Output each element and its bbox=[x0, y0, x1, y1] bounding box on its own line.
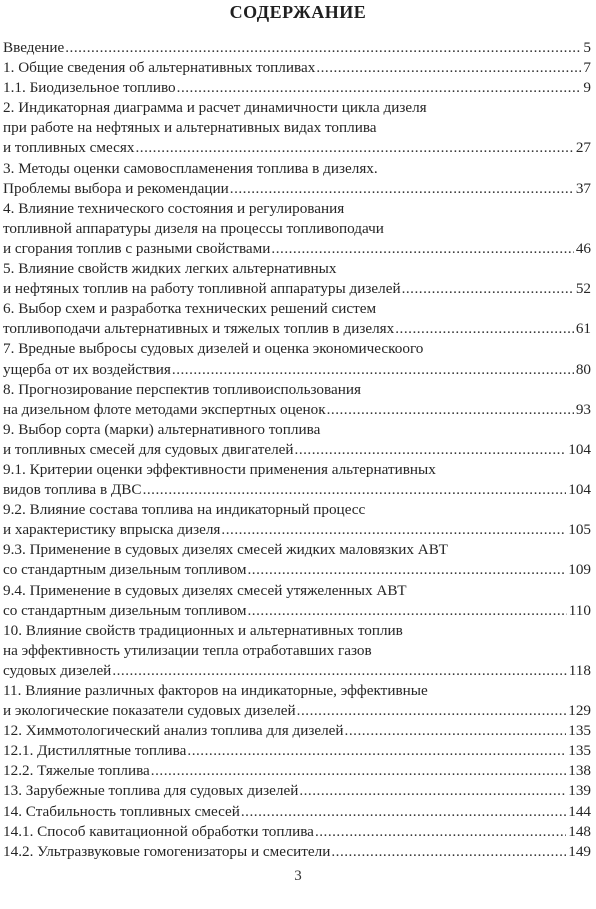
toc-entry-text: и топливных смесей для судовых двигателей bbox=[3, 440, 294, 458]
page-number: 3 bbox=[294, 868, 302, 884]
toc-entry bbox=[3, 621, 591, 681]
toc-entry-line: 11. Влияние различных факторов на индикаторные, эффективные bbox=[3, 682, 428, 699]
toc-entry-text: 13. Зарубежные топлива для судовых дизелей bbox=[3, 782, 299, 800]
dot-leader bbox=[112, 661, 566, 681]
dot-leader bbox=[151, 761, 566, 781]
toc-entry-text: Введение bbox=[3, 39, 65, 56]
toc-entry-last-line bbox=[3, 721, 591, 741]
toc-entry-last-line bbox=[3, 58, 591, 78]
toc-entry-text: 14.2. Ультразвуковые гомогенизаторы и смесители bbox=[3, 842, 331, 860]
toc-entry-text: 14. Стабильность топливных смесей bbox=[3, 802, 240, 820]
page-title: СОДЕРЖАНИЕ bbox=[229, 2, 367, 22]
toc-entry-page: 144 bbox=[568, 802, 591, 820]
toc-entry-page: 46 bbox=[575, 239, 591, 257]
toc-entry-last-line bbox=[3, 701, 591, 721]
dot-leader bbox=[241, 802, 566, 822]
toc-entry bbox=[3, 802, 591, 822]
toc-entry bbox=[3, 460, 591, 500]
toc-entry-line: 9.2. Влияние состава топлива на индикаторный процесс bbox=[3, 501, 366, 519]
toc-entry-text: 14.1. Способ кавитационной обработки топлива bbox=[3, 822, 314, 840]
toc-entry-page: 93 bbox=[575, 400, 591, 418]
toc-entry-text: топливоподачи альтернативных и тяжелых топлив в дизелях bbox=[3, 320, 395, 338]
toc-entry-last-line bbox=[3, 400, 591, 420]
dot-leader bbox=[177, 78, 582, 98]
toc-entry-line: 9.3. Применение в судовых дизелях смесей жидких маловязких АВТ bbox=[3, 541, 448, 559]
toc-entry bbox=[3, 259, 591, 299]
toc-entry bbox=[3, 500, 591, 540]
toc-entry-last-line bbox=[3, 480, 591, 500]
dot-leader bbox=[345, 721, 567, 741]
toc-entry-text: 1. Общие сведения об альтернативных топливах bbox=[3, 59, 316, 77]
toc-entry bbox=[3, 159, 591, 199]
toc-entry bbox=[3, 78, 591, 98]
toc-entry-text: и топливных смесях bbox=[3, 139, 135, 157]
toc-entry-line: 5. Влияние свойств жидких легких альтернативных bbox=[3, 260, 337, 278]
toc-entry bbox=[3, 420, 591, 460]
toc-entry-page: 27 bbox=[575, 139, 591, 157]
toc-entry-last-line bbox=[3, 822, 591, 842]
dot-leader bbox=[295, 440, 567, 460]
dot-leader bbox=[402, 279, 574, 299]
toc-entry-last-line bbox=[3, 601, 591, 621]
toc-entry-line: при работе на нефтяных и альтернативных видах топлива bbox=[3, 119, 377, 137]
toc-entry-last-line bbox=[3, 179, 591, 199]
toc-entry-line: 9. Выбор сорта (марки) альтернативного топлива bbox=[3, 420, 321, 438]
toc-entry-page: 110 bbox=[568, 601, 591, 619]
toc-entry-last-line bbox=[3, 761, 591, 781]
toc-entry-text: и экологические показатели судовых дизелей bbox=[3, 702, 296, 720]
toc-entry-text: и нефтяных топлив на работу топливной аппаратуры дизелей bbox=[3, 280, 401, 298]
toc-entry-text: 12.2. Тяжелые топлива bbox=[3, 762, 150, 780]
toc-entry-page: 109 bbox=[568, 561, 591, 579]
toc-entry-last-line bbox=[3, 661, 591, 681]
toc-entry bbox=[3, 299, 591, 339]
dot-leader bbox=[221, 520, 566, 540]
dot-leader bbox=[316, 58, 581, 78]
toc-entry-last-line bbox=[3, 781, 591, 801]
toc-entry-page: 135 bbox=[568, 742, 591, 760]
toc-entry-text: 1.1. Биодизельное топливо bbox=[3, 79, 176, 97]
toc-entry-page: 118 bbox=[568, 661, 591, 679]
toc-entry bbox=[3, 540, 591, 580]
toc-entry bbox=[3, 681, 591, 721]
toc-entry bbox=[3, 339, 591, 379]
toc-entry-line: 9.1. Критерии оценки эффективности применения альтернативных bbox=[3, 460, 436, 478]
dot-leader bbox=[331, 842, 566, 862]
toc-entry-line: 7. Вредные выбросы судовых дизелей и оценка экономическоого bbox=[3, 340, 424, 358]
toc-entry-text: со стандартным дизельным топливом bbox=[3, 561, 247, 579]
toc-entry-last-line bbox=[3, 802, 591, 822]
toc-entry-text: 12. Химмотологический анализ топлива для дизелей bbox=[3, 722, 344, 740]
toc-entry bbox=[3, 721, 591, 741]
toc-entry-last-line bbox=[3, 360, 591, 380]
toc-entry-last-line bbox=[3, 560, 591, 580]
toc-entry-line: 3. Методы оценки самовоспламенения топлива в дизелях. bbox=[3, 159, 378, 177]
toc-entry-line: 10. Влияние свойств традиционных и альтернативных топлив bbox=[3, 621, 403, 639]
dot-leader bbox=[299, 781, 566, 801]
toc-entry-page: 139 bbox=[568, 782, 591, 800]
toc-entry-text: видов топлива в ДВС bbox=[3, 481, 142, 499]
toc-entry-page: 138 bbox=[568, 762, 591, 780]
toc-entry bbox=[3, 38, 591, 58]
dot-leader bbox=[135, 138, 573, 158]
dot-leader bbox=[271, 239, 573, 259]
toc-entry bbox=[3, 761, 591, 781]
toc-entry-line: 6. Выбор схем и разработка технических решений систем bbox=[3, 300, 377, 318]
toc-entry-last-line bbox=[3, 741, 591, 761]
dot-leader bbox=[172, 360, 574, 380]
toc-entry-page: 80 bbox=[575, 360, 591, 378]
toc-entry-last-line bbox=[3, 239, 591, 259]
toc-entry-page: 61 bbox=[575, 320, 591, 338]
toc-entry-text: со стандартным дизельным топливом bbox=[3, 601, 247, 619]
toc-entry bbox=[3, 199, 591, 259]
toc-entry bbox=[3, 781, 591, 801]
toc-entry-page: 129 bbox=[568, 702, 591, 720]
toc-entry-text: и характеристику впрыска дизеля bbox=[3, 521, 221, 539]
dot-leader bbox=[65, 38, 581, 58]
toc-entry-page: 105 bbox=[568, 521, 591, 539]
toc-entry-line: на эффективность утилизации тепла отработавших газов bbox=[3, 641, 372, 659]
toc-entry-page: 149 bbox=[568, 842, 591, 860]
dot-leader bbox=[327, 400, 574, 420]
toc-entry bbox=[3, 380, 591, 420]
toc-entry bbox=[3, 822, 591, 842]
dot-leader bbox=[395, 319, 574, 339]
toc-entry-line: 2. Индикаторная диаграмма и расчет динамичности цикла дизеля bbox=[3, 99, 427, 117]
toc-entry bbox=[3, 741, 591, 761]
toc-entry-page: 148 bbox=[568, 822, 591, 840]
toc-entry-text: 12.1. Дистиллятные топлива bbox=[3, 742, 187, 760]
toc-entry-page: 52 bbox=[575, 280, 591, 298]
toc-entry-page: 135 bbox=[568, 722, 591, 740]
toc-entry-text: на дизельном флоте методами экспертных оценок bbox=[3, 400, 326, 418]
toc-entry bbox=[3, 58, 591, 78]
toc-entry-last-line bbox=[3, 520, 591, 540]
dot-leader bbox=[143, 480, 567, 500]
toc-entry-text: и сгорания топлив с разными свойствами bbox=[3, 239, 271, 257]
toc-entry-text: Проблемы выбора и рекомендации bbox=[3, 179, 229, 197]
toc-entry-page: 104 bbox=[568, 481, 591, 499]
toc-entry-line: 9.4. Применение в судовых дизелях смесей утяжеленных АВТ bbox=[3, 581, 407, 599]
toc-entry-text: ущерба от их воздействия bbox=[3, 360, 171, 378]
table-of-contents bbox=[3, 38, 591, 862]
toc-entry-last-line bbox=[3, 279, 591, 299]
toc-entry-page: 104 bbox=[568, 440, 591, 458]
toc-entry-last-line bbox=[3, 78, 591, 98]
toc-entry-last-line bbox=[3, 440, 591, 460]
toc-entry-last-line bbox=[3, 319, 591, 339]
dot-leader bbox=[248, 601, 567, 621]
toc-entry-page: 9 bbox=[583, 79, 591, 97]
toc-entry-line: топливной аппаратуры дизеля на процессы топливоподачи bbox=[3, 219, 384, 237]
dot-leader bbox=[230, 179, 574, 199]
toc-entry-line: 4. Влияние технического состояния и регулирования bbox=[3, 199, 345, 217]
dot-leader bbox=[187, 741, 566, 761]
dot-leader bbox=[248, 560, 567, 580]
toc-entry-line: 8. Прогнозирование перспектив топливоиспользования bbox=[3, 380, 361, 398]
toc-entry-page: 5 bbox=[583, 39, 591, 56]
toc-entry bbox=[3, 581, 591, 621]
toc-entry-text: судовых дизелей bbox=[3, 661, 112, 679]
toc-entry-last-line bbox=[3, 842, 591, 862]
toc-entry bbox=[3, 98, 591, 158]
toc-entry-last-line bbox=[3, 38, 591, 58]
toc-entry bbox=[3, 842, 591, 862]
toc-entry-page: 7 bbox=[583, 59, 591, 77]
toc-entry-page: 37 bbox=[575, 179, 591, 197]
dot-leader bbox=[297, 701, 567, 721]
dot-leader bbox=[315, 822, 566, 842]
toc-entry-last-line bbox=[3, 138, 591, 158]
